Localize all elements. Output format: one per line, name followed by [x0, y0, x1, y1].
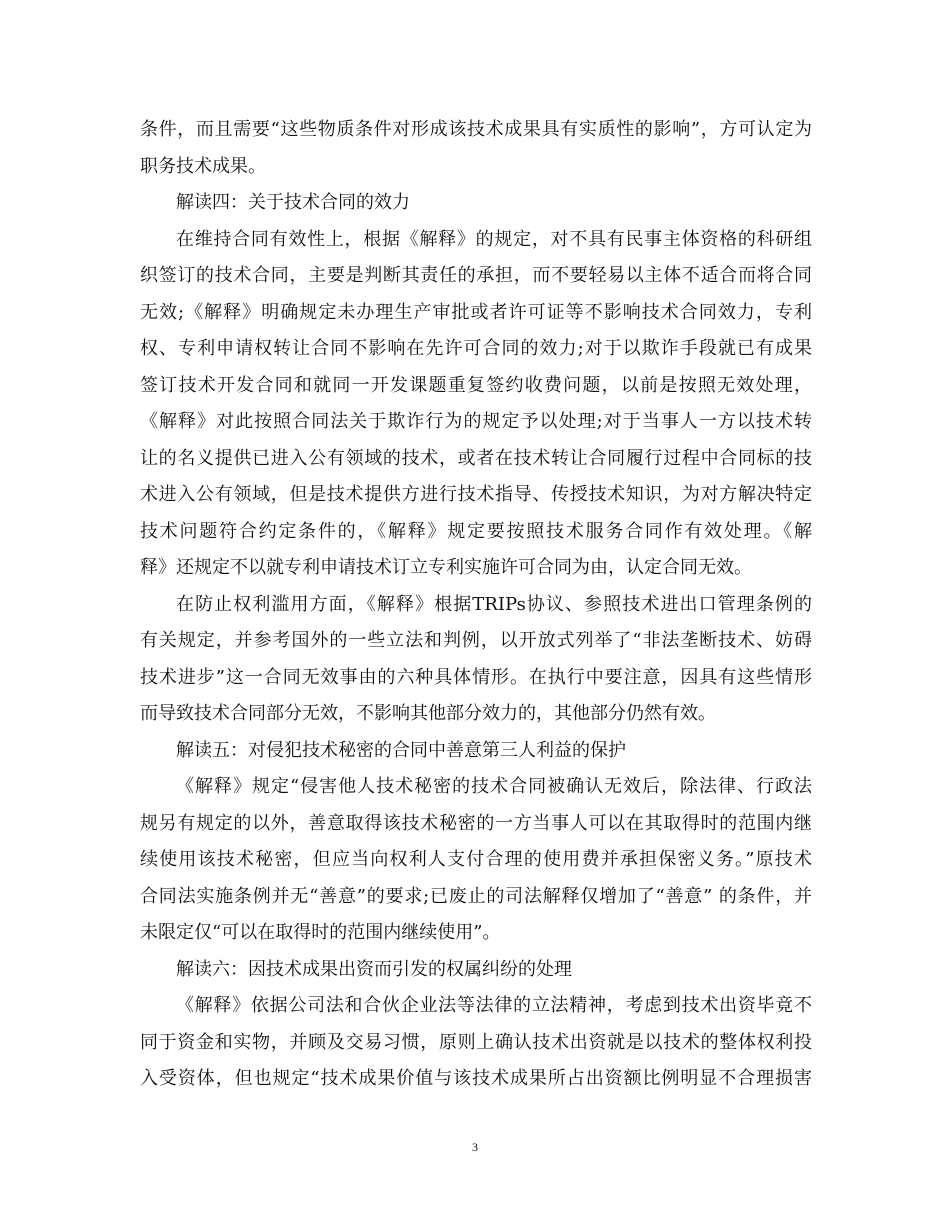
text-line: 《解释》对此按照合同法关于欺诈行为的规定予以处理;对于当事人一方以技术转 [140, 411, 812, 432]
text-line: 权、专利申请权转让合同不影响在先许可合同的效力;对于以欺诈手段就已有成果 [140, 338, 812, 359]
section-heading: 解读四：关于技术合同的效力 [176, 192, 410, 213]
text-line: 释》还规定不以就专利申请技术订立专利实施许可合同为由，认定合同无效。 [140, 557, 752, 578]
text-line: 而导致技术合同部分无效，不影响其他部分效力的，其他部分仍然有效。 [140, 703, 716, 724]
section-heading: 解读六：因技术成果出资而引发的权属纠纷的处理 [176, 958, 572, 980]
text-line: 技术进步”这一合同无效事由的六种具体情形。在执行中要注意，因具有这些情形 [140, 666, 812, 688]
text-line: 技术问题符合约定条件的，《解释》规定要按照技术服务合同作有效处理。《解 [140, 520, 812, 542]
text-line: 合同法实施条例并无“善意”的要求;已废止的司法解释仅增加了“善意” 的条件，并 [140, 885, 812, 907]
text-line: 职务技术成果。 [140, 155, 266, 177]
text-line: 让的名义提供已进入公有领域的技术，或者在技术转让合同履行过程中合同标的技 [140, 447, 812, 469]
text-line: 《解释》规定“侵害他人技术秘密的技术合同被确认无效后，除法律、行政法 [176, 776, 812, 797]
page-number: 3 [472, 1140, 478, 1154]
text-line: 同于资金和实物，并顾及交易习惯，原则上确认技术出资就是以技术的整体权利投 [140, 1031, 812, 1053]
text-line: 签订技术开发合同和就同一开发课题重复签约收费问题，以前是按照无效处理， [140, 374, 812, 396]
text-line: 无效;《解释》明确规定未办理生产审批或者许可证等不影响技术合同效力，专利 [140, 301, 812, 323]
text-line: 织签订的技术合同，主要是判断其责任的承担，而不要轻易以主体不适合而将合同 [140, 265, 812, 286]
text-line: 入受资体，但也规定“技术成果价值与该技术成果所占出资额比例明显不合理损害 [140, 1068, 812, 1089]
text-line: 未限定仅“可以在取得时的范围内继续使用”。 [140, 922, 501, 943]
body-text [140, 112, 812, 1098]
text-line: 《解释》依据公司法和合伙企业法等法律的立法精神，考虑到技术出资毕竟不 [176, 995, 812, 1016]
text-line: 规另有规定的以外，善意取得该技术秘密的一方当事人可以在其取得时的范围内继 [140, 812, 812, 834]
text-line: 术进入公有领域，但是技术提供方进行技术指导、传授技术知识，为对方解决特定 [140, 484, 812, 505]
text-line: 续使用该技术秘密，但应当向权利人支付合理的使用费并承担保密义务。”原技术 [140, 849, 812, 870]
text-line: 条件，而且需要“这些物质条件对形成该技术成果具有实质性的影响”，方可认定为 [140, 119, 812, 140]
text-line: 有关规定，并参考国外的一些立法和判例，以开放式列举了“非法垄断技术、妨碍 [140, 630, 812, 651]
text-line: 在防止权利滥用方面，《解释》根据TRIPs协议、参照技术进出口管理条例的 [176, 593, 812, 615]
section-heading: 解读五：对侵犯技术秘密的合同中善意第三人利益的保护 [176, 739, 626, 761]
text-line: 在维持合同有效性上，根据《解释》的规定，对不具有民事主体资格的科研组 [176, 228, 812, 250]
